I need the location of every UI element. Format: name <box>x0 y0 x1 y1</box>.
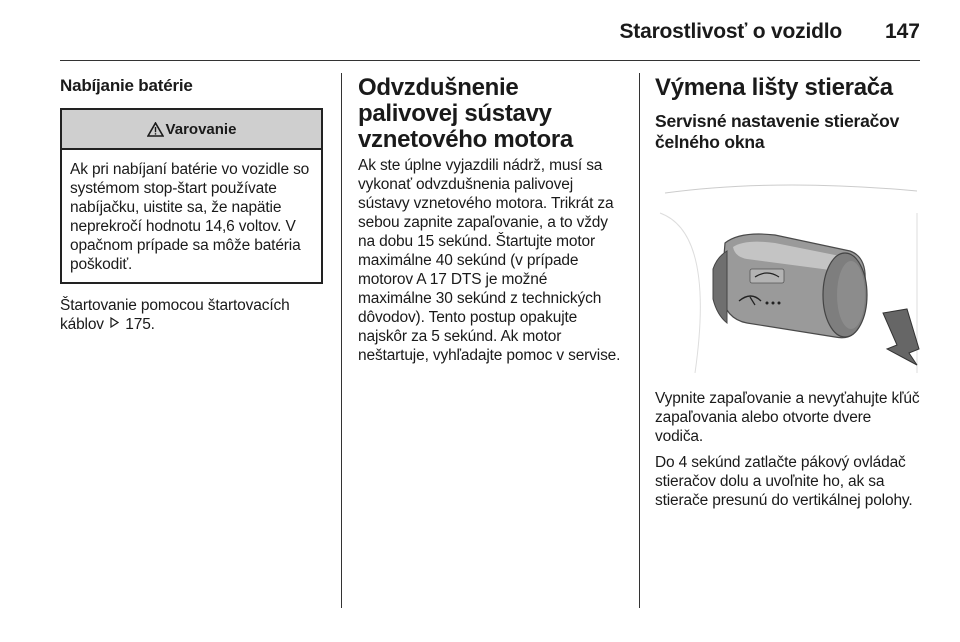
jump-start-reference <box>60 296 325 336</box>
column-battery-charging <box>60 75 325 336</box>
page-header <box>60 18 920 62</box>
column-divider-right <box>639 73 640 608</box>
warning-title: Varovanie <box>165 120 237 138</box>
section-heading-wiper: Výmena lišty stierača <box>655 74 893 101</box>
column-fuel-bleeding <box>358 75 623 365</box>
header-title: Starostlivosť o vozidlo <box>619 20 842 43</box>
wiper-lever-illustration <box>655 173 923 373</box>
column-wiper-blade <box>655 75 923 510</box>
warning-triangle-icon <box>147 122 164 137</box>
wiper-step-1: Vypnite zapaľovanie a nevyťahujte kľúč zapaľovania alebo otvorte dvere vodiča. <box>655 390 920 445</box>
reference-page-link[interactable]: 175. <box>125 316 155 333</box>
wiper-step-2: Do 4 sekúnd zatlačte pákový ovládač stieračov dolu a uvoľnite ho, ak sa stierače presunú do vertikálnej polohy. <box>655 454 913 509</box>
header-rule <box>60 60 920 61</box>
warning-box <box>60 108 323 284</box>
section-heading-fuel: Odvzdušnenie palivovej sústavy vznetového motora <box>358 74 573 153</box>
warning-header <box>62 110 321 150</box>
column-divider-left <box>341 73 342 608</box>
page-reference-icon <box>110 316 119 335</box>
warning-text: Ak pri nabíjaní batérie vo vozidle so systémom stop-štart používate nabíjačku, uistite sa, že napätie neprekročí hodnotu 14,6 voltov. V opačnom prípade sa môže batéria poškodiť. <box>70 161 310 273</box>
subheading-wiper-service: Servisné nastavenie stieračov čelného okna <box>655 111 900 152</box>
jump-start-text: Štartovanie pomocou štartovacích káblov <box>60 297 290 333</box>
section-heading-battery: Nabíjanie batérie <box>60 76 193 95</box>
page-number: 147 <box>884 20 920 43</box>
fuel-bleeding-text: Ak ste úplne vyjazdili nádrž, musí sa vykonať odvzdušnenia palivovej sústavy vznetového motora. Trikrát za sebou zapnite zapaľovanie, a to vždy na dobu 15 sekúnd. Štartujte motor maximálne 40 sekúnd (v prípade motorov A 17 DTS je možné maximálne 30 sekúnd z technických dôvodov). Tento postup opakujte najskôr za 5 sekúnd. Ak motor neštartuje, vyhľadajte pomoc v servise. <box>358 157 621 364</box>
